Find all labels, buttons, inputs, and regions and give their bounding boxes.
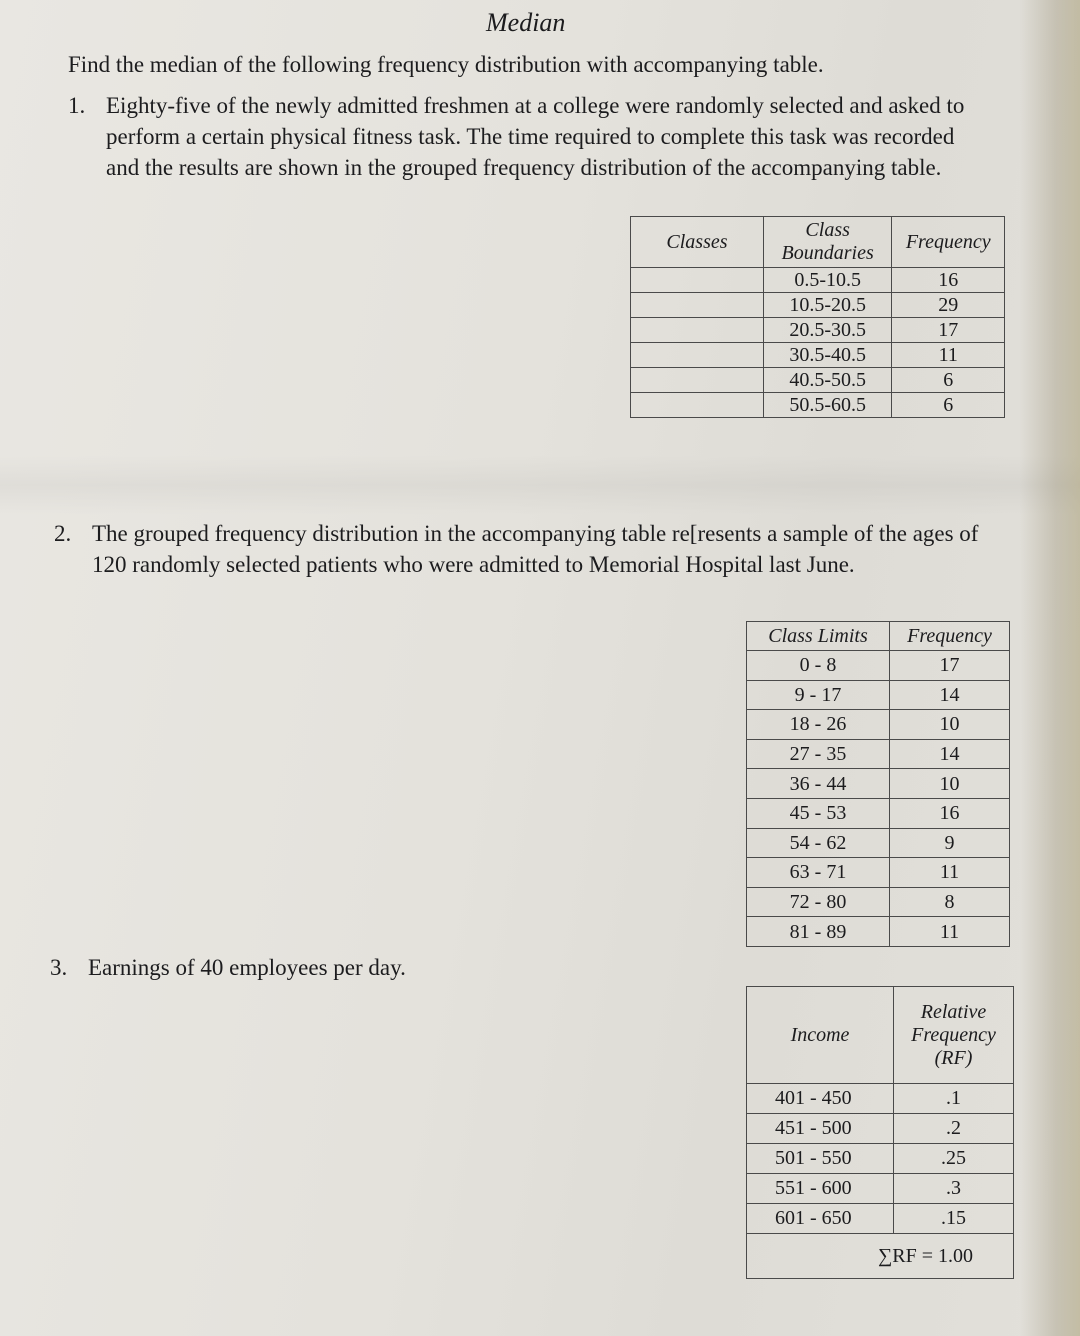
table-row [631,368,1005,393]
limits-cell: 18 - 26 [747,710,890,740]
frequency-cell: 29 [892,293,1005,318]
problem-2-number: 2. [54,521,72,546]
limits-cell: 54 - 62 [747,828,890,858]
limits-cell: 72 - 80 [747,887,890,917]
table-row [747,1144,1014,1174]
header-frequency: Frequency [890,622,1010,651]
table-row [747,1114,1014,1144]
table-row [747,828,1010,858]
class-limits-table [746,621,1010,947]
paper-edge-shadow [1020,0,1080,1336]
table-row [631,393,1005,418]
classes-cell [631,368,764,393]
income-cell: 551 - 600 [747,1174,894,1204]
limits-cell: 0 - 8 [747,651,890,681]
frequency-cell: 10 [890,769,1010,799]
table-row [747,858,1010,888]
frequency-cell: 11 [890,858,1010,888]
page-title: Median [486,8,566,37]
boundaries-cell: 20.5-30.5 [763,318,891,343]
frequency-cell: 8 [890,887,1010,917]
income-cell: 501 - 550 [747,1144,894,1174]
table-row [747,769,1010,799]
frequency-cell: 11 [892,343,1005,368]
rf-cell: .15 [894,1204,1014,1234]
table-row [747,710,1010,740]
limits-cell: 63 - 71 [747,858,890,888]
table-row [747,739,1010,769]
problem-1-number: 1. [68,93,86,118]
boundaries-cell: 30.5-40.5 [763,343,891,368]
income-cell: 451 - 500 [747,1114,894,1144]
frequency-cell: 14 [890,680,1010,710]
table-row [747,917,1010,947]
boundaries-cell: 10.5-20.5 [763,293,891,318]
limits-cell: 81 - 89 [747,917,890,947]
rf-total: ∑RF = 1.00 [747,1234,1014,1279]
header-class-boundaries: Class Boundaries [763,217,891,268]
rf-cell: .1 [894,1084,1014,1114]
limits-cell: 27 - 35 [747,739,890,769]
header-frequency: Frequency [892,217,1005,268]
table-row [747,1204,1014,1234]
problem-2 [54,518,1004,580]
classes-cell [631,293,764,318]
classes-cell [631,268,764,293]
frequency-cell: 14 [890,739,1010,769]
problem-3 [50,952,550,983]
frequency-cell: 6 [892,393,1005,418]
table-row [747,887,1010,917]
frequency-cell: 16 [892,268,1005,293]
limits-cell: 36 - 44 [747,769,890,799]
table-header-row [631,217,1005,268]
table-header-row [747,987,1014,1084]
table-total-row [747,1234,1014,1279]
classes-cell [631,318,764,343]
frequency-cell: 11 [890,917,1010,947]
frequency-cell: 9 [890,828,1010,858]
header-class-limits: Class Limits [747,622,890,651]
problem-3-number: 3. [50,955,68,980]
rf-cell: .3 [894,1174,1014,1204]
frequency-cell: 6 [892,368,1005,393]
rf-cell: .2 [894,1114,1014,1144]
income-cell: 601 - 650 [747,1204,894,1234]
class-boundaries-table [630,216,1005,418]
header-classes: Classes [631,217,764,268]
problem-1 [68,90,988,183]
table-row [747,798,1010,828]
rf-cell: .25 [894,1144,1014,1174]
problem-2-text: The grouped frequency distribution in the accompanying table re[resents a sample of the ages of 120 randomly selected patients who were admitted to Memorial Hospital last June. [92,521,979,577]
table-row [747,1084,1014,1114]
boundaries-cell: 40.5-50.5 [763,368,891,393]
frequency-cell: 17 [890,651,1010,681]
header-income: Income [747,987,894,1084]
problem-3-text: Earnings of 40 employees per day. [88,955,406,980]
limits-cell: 9 - 17 [747,680,890,710]
income-cell: 401 - 450 [747,1084,894,1114]
table-row [747,651,1010,681]
problem-1-text: Eighty-five of the newly admitted freshmen at a college were randomly selected and asked to perform a certain physical fitness task. The time required to complete this task was recorded and the results are shown in the grouped frequency distribution of the accompanying table. [106,93,965,180]
instruction-text: Find the median of the following frequency distribution with accompanying table. [68,52,824,77]
table-row [747,680,1010,710]
frequency-cell: 16 [890,798,1010,828]
table-header-row [747,622,1010,651]
frequency-cell: 17 [892,318,1005,343]
boundaries-cell: 0.5-10.5 [763,268,891,293]
table-row [631,343,1005,368]
table-row [631,268,1005,293]
table-row [631,318,1005,343]
classes-cell [631,343,764,368]
limits-cell: 45 - 53 [747,798,890,828]
paper-fold [0,455,1080,515]
table-row [631,293,1005,318]
frequency-cell: 10 [890,710,1010,740]
classes-cell [631,393,764,418]
relative-frequency-table [746,986,1014,1279]
table-row [747,1174,1014,1204]
header-relative-frequency: Relative Frequency (RF) [894,987,1014,1084]
boundaries-cell: 50.5-60.5 [763,393,891,418]
